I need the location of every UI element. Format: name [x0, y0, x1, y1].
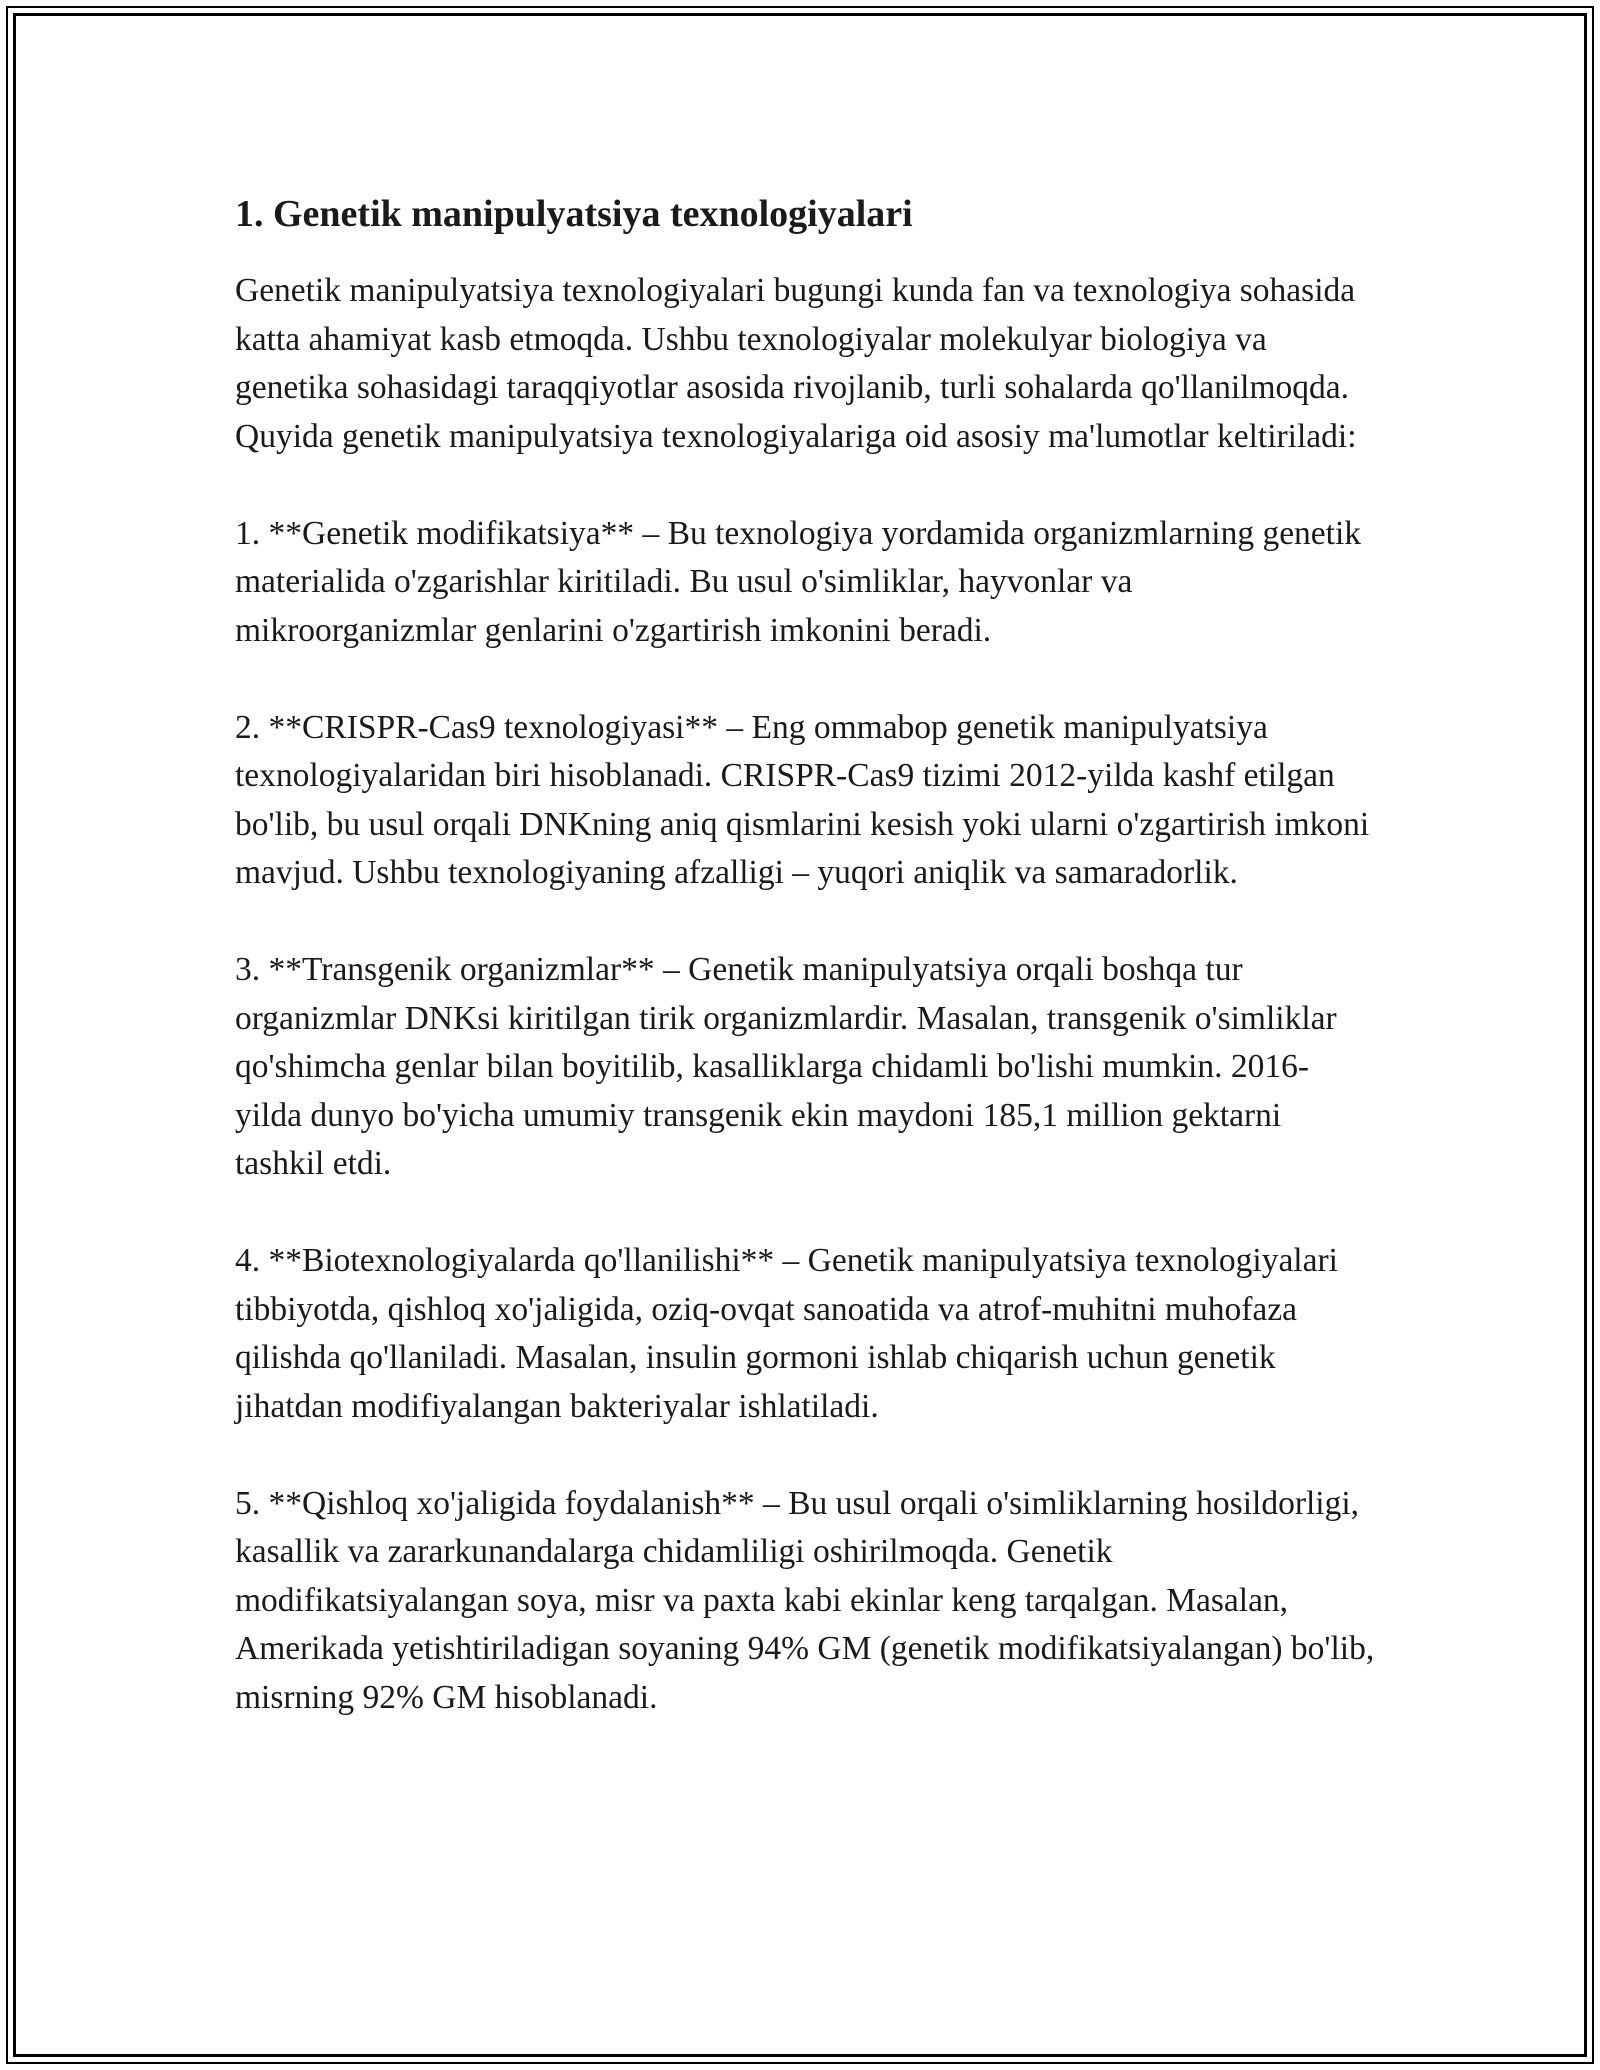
intro-paragraph: Genetik manipulyatsiya texnologiyalari bugungi kunda fan va texnologiya sohasida katta ahamiyat kasb etmoqda. Ushbu texnologiyalar molekulyar biologiya va genetika sohasidagi taraqqiyotlar asosida rivojlanib, turli sohalarda qo'llanilmoqda. Quyida genetik manipulyatsiya texnologiyalariga oid asosiy ma'lumotlar keltiriladi:: [235, 272, 1357, 455]
document-body: [235, 185, 1375, 1771]
list-item-transgenik-organizmlar: 3. **Transgenik organizmlar** – Genetik manipulyatsiya orqali boshqa tur organizmlar DNKsi kiritilgan tirik organizmlardir. Masalan, transgenik o'simliklar qo'shimcha genlar bilan boyitilib, kasalliklarga chidamli bo'lishi mumkin. 2016-yilda dunyo bo'yicha umumiy transgenik ekin maydoni 185,1 million gektarni tashkil etdi.: [235, 951, 1337, 1182]
list-item-qishloq-xojaligi: 5. **Qishloq xo'jaligida foydalanish** – Bu usul orqali o'simliklarning hosildorligi, kasallik va zararkunandalarga chidamliligi oshirilmoqda. Genetik modifikatsiyalangan soya, misr va paxta kabi ekinlar keng tarqalgan. Masalan, Amerikada yetishtiriladigan soyaning 94% GM (genetik modifikatsiyalangan) bo'lib, misrning 92% GM hisoblanadi.: [235, 1484, 1375, 1716]
section-heading: 1. Genetik manipulyatsiya texnologiyalari: [235, 193, 913, 235]
list-item-genetik-modifikatsiya: 1. **Genetik modifikatsiya** – Bu texnologiya yordamida organizmlarning genetik materialida o'zgarishlar kiritiladi. Bu usul o'simliklar, hayvonlar va mikroorganizmlar genlarini o'zgartirish imkonini beradi.: [235, 514, 1362, 649]
list-item-crispr-cas9: 2. **CRISPR-Cas9 texnologiyasi** – Eng ommabop genetik manipulyatsiya texnologiyalaridan biri hisoblanadi. CRISPR-Cas9 tizimi 2012-yilda kashf etilgan bo'lib, bu usul orqali DNKning aniq qismlarini kesish yoki ularni o'zgartirish imkoni mavjud. Ushbu texnologiyaning afzalligi – yuqori aniqlik va samaradorlik.: [235, 708, 1370, 891]
list-item-biotexnologiyalar: 4. **Biotexnologiyalarda qo'llanilishi** – Genetik manipulyatsiya texnologiyalari tibbiyotda, qishloq xo'jaligida, oziq-ovqat sanoatida va atrof-muhitni muhofaza qilishda qo'llaniladi. Masalan, insulin gormoni ishlab chiqarish uchun genetik jihatdan modifiyalangan bakteriyalar ishlatiladi.: [235, 1242, 1338, 1425]
